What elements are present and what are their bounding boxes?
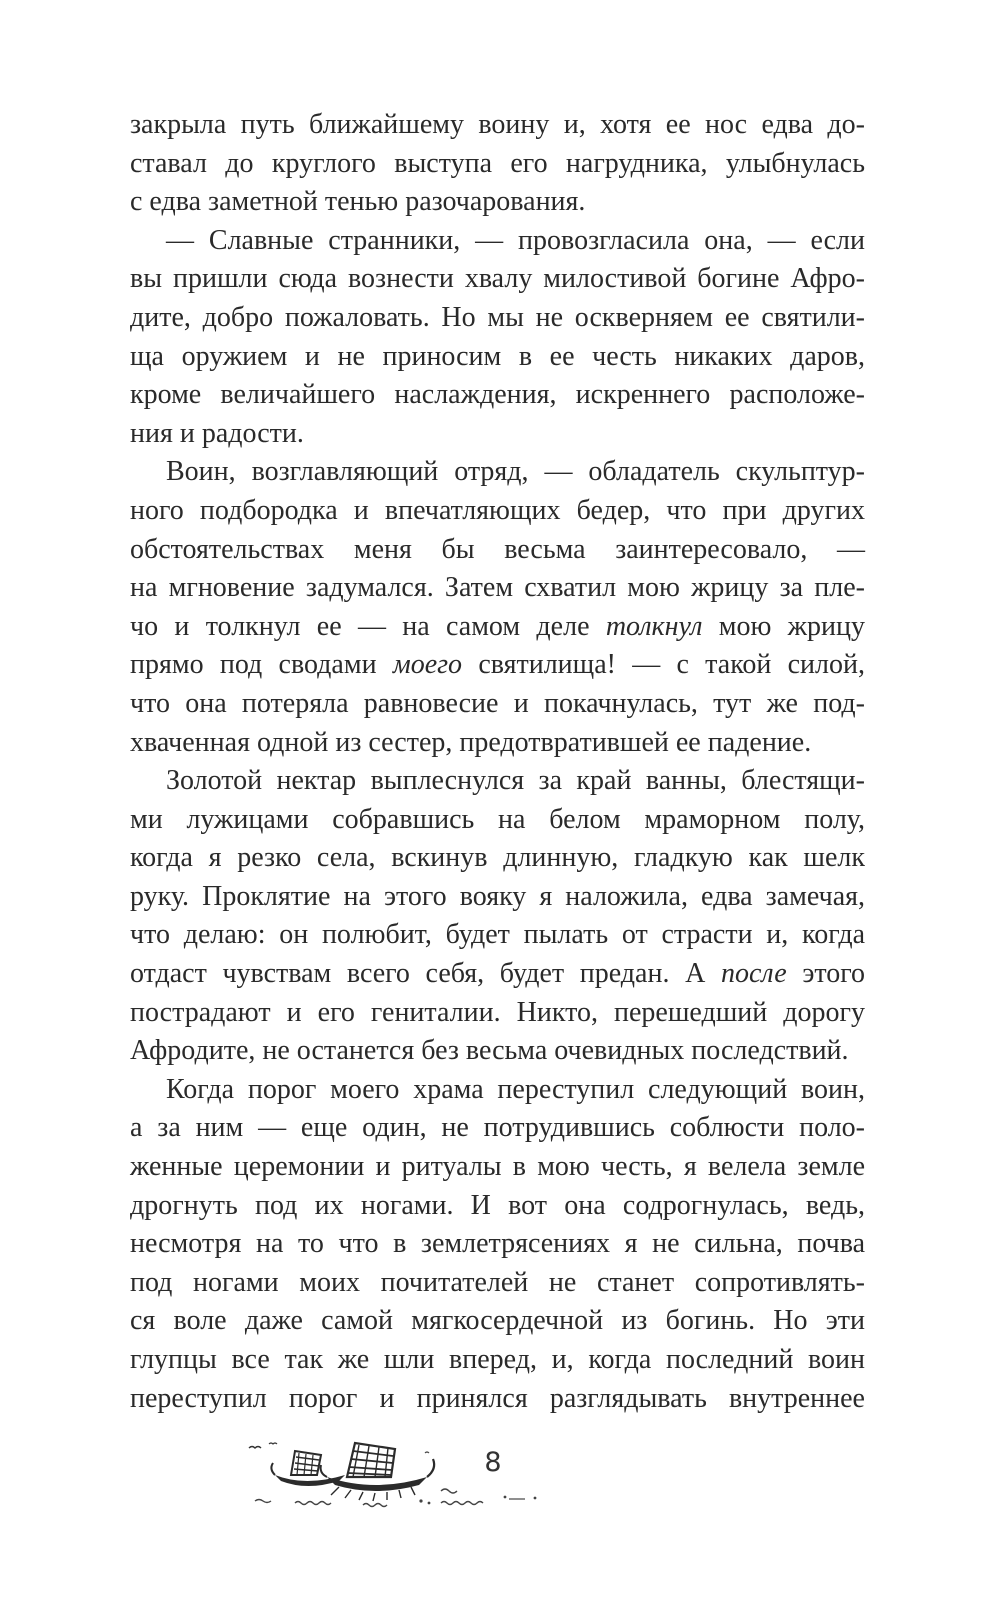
text-line: когда я резко села, вскинув длинную, гладкую как шелк	[130, 842, 865, 874]
text-line: женные церемонии и ритуалы в мою честь, я велела земле	[130, 1151, 865, 1183]
text-line: а за ним — еще один, не потрудившись соблюсти поло-	[130, 1112, 865, 1144]
page-footer	[0, 1435, 1000, 1515]
text-line: вы пришли сюда вознести хвалу милостивой богине Афро-	[130, 263, 865, 295]
text-line: ставал до круглого выступа его нагрудника, улыбнулась	[130, 147, 865, 179]
text-line: на мгновение задумался. Затем схватил мою жрицу за пле-	[130, 572, 865, 604]
text-line: руку. Проклятие на этого вояку я наложила, едва замечая,	[130, 880, 865, 912]
text-line: ща оружием и не приносим в ее честь никаких даров,	[130, 340, 865, 372]
text-line: с едва заметной тенью разочарования.	[130, 186, 586, 218]
text-segment: отдаст чувствам всего себя, будет предан. А	[130, 958, 721, 990]
ships-ornament-icon	[235, 1435, 565, 1515]
text-line: что делаю: он полюбит, будет пылать от страсти и, когда	[130, 919, 865, 951]
text-line: Золотой нектар выплеснулся за край ванны, блестящи-	[166, 765, 865, 797]
text-line: закрыла путь ближайшему воину и, хотя ее нос едва до-	[130, 109, 865, 140]
text-line: глупцы все так же шли вперед, и, когда последний воин	[130, 1344, 865, 1375]
text-line	[130, 955, 865, 994]
text-segment: чо и толкнул ее — на самом деле	[130, 610, 606, 642]
text-line: дрогнуть под их ногами. И вот она содрогнулась, ведь,	[130, 1189, 865, 1221]
text-line: пострадают и его гениталии. Никто, перешедший дорогу	[130, 996, 865, 1028]
text-line: кроме величайшего наслаждения, искреннего расположе-	[130, 379, 865, 411]
text-line: под ногами моих почитателей не станет сопротивлять-	[130, 1266, 865, 1298]
page-number: 8	[484, 1447, 502, 1478]
text-line: хваченная одной из сестер, предотвратившей ее падение.	[130, 726, 812, 758]
text-segment: святилища! — с такой силой,	[462, 649, 865, 681]
text-line: ся воле даже самой мягкосердечной из богинь. Но эти	[130, 1305, 865, 1337]
italic-word: после	[720, 958, 787, 990]
text-line: несмотря на то что в землетрясениях я не сильна, почва	[130, 1228, 865, 1260]
text-line: ного подбородка и впечатляющих бедер, что при других	[130, 494, 865, 526]
text-line	[130, 646, 865, 685]
text-segment: этого	[786, 958, 865, 990]
text-segment: мою жрицу	[702, 610, 865, 642]
text-line: Когда порог моего храма переступил следующий воин,	[166, 1073, 865, 1105]
text-line: — Славные странники, — провозгласила она, — если	[166, 224, 865, 256]
text-line: ми лужицами собравшись на белом мраморном полу,	[130, 803, 865, 835]
text-line: дите, добро пожаловать. Но мы не оскверняем ее святили-	[130, 301, 865, 333]
text-line: что она потеряла равновесие и покачнулась, тут же под-	[130, 687, 865, 719]
body-text	[130, 106, 865, 1418]
text-line: Воин, возглавляющий отряд, — обладатель скульптур-	[166, 456, 865, 488]
text-segment: прямо под сводами	[130, 649, 393, 681]
italic-word: моего	[392, 649, 463, 681]
text-line: ния и радости.	[130, 417, 304, 449]
text-line: Афродите, не останется без весьма очевидных последствий.	[130, 1035, 849, 1067]
italic-word: толкнул	[605, 610, 703, 642]
text-line: обстоятельствах меня бы весьма заинтересовало, —	[130, 533, 865, 565]
text-line: переступил порог и принялся разглядывать внутреннее	[130, 1382, 865, 1414]
text-line	[130, 608, 865, 647]
